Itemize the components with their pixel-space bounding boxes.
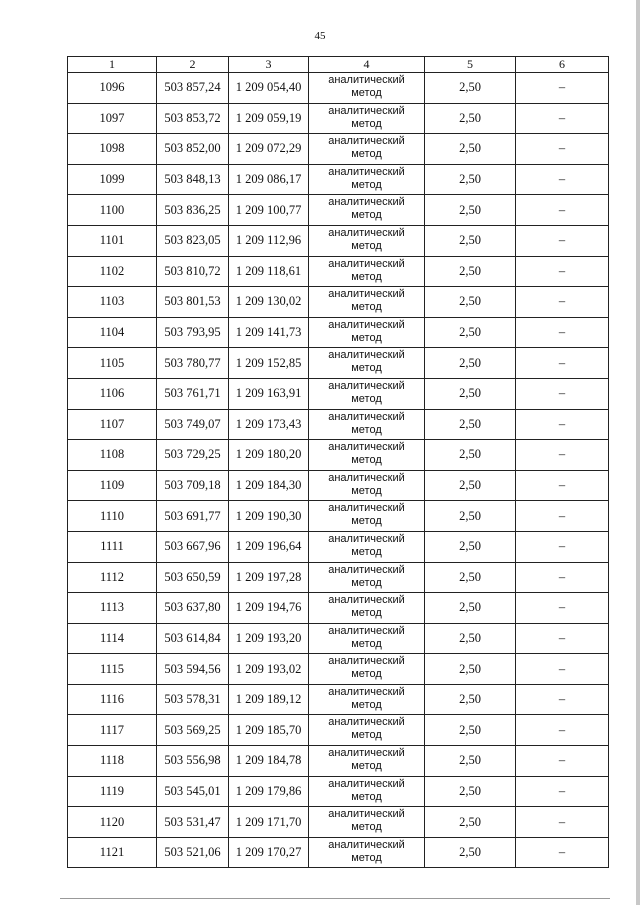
table-row — [68, 348, 609, 379]
y-coordinate-cell: 1 209 179,86 — [229, 776, 309, 807]
method-line-2: метод — [351, 178, 382, 191]
method-line-2: метод — [351, 87, 382, 99]
point-number-cell: 1112 — [68, 562, 157, 593]
note-cell: – — [516, 440, 609, 471]
method-line-1: аналитический — [328, 104, 405, 117]
method-line-2: метод — [351, 331, 382, 344]
note-cell: – — [516, 837, 609, 868]
note-cell: – — [516, 470, 609, 501]
x-coordinate-cell: 503 836,25 — [157, 195, 229, 226]
accuracy-cell: 2,50 — [425, 317, 516, 348]
method-line-2: метод — [351, 362, 382, 375]
note-cell: – — [516, 776, 609, 807]
header-col-5: 5 — [425, 57, 516, 73]
method-cell — [309, 837, 425, 868]
y-coordinate-cell: 1 209 086,17 — [229, 164, 309, 195]
table-row — [68, 562, 609, 593]
method-cell — [309, 746, 425, 777]
header-col-3: 3 — [229, 57, 309, 73]
table-row — [68, 623, 609, 654]
note-cell: – — [516, 225, 609, 256]
y-coordinate-cell: 1 209 180,20 — [229, 440, 309, 471]
x-coordinate-cell: 503 823,05 — [157, 225, 229, 256]
accuracy-cell: 2,50 — [425, 409, 516, 440]
method-line-1: аналитический — [328, 685, 405, 698]
point-number-cell: 1099 — [68, 164, 157, 195]
method-line-1: аналитический — [328, 441, 405, 454]
y-coordinate-cell: 1 209 130,02 — [229, 287, 309, 318]
method-line-1: аналитический — [328, 747, 405, 760]
method-cell — [309, 501, 425, 532]
method-cell — [309, 623, 425, 654]
point-number-cell: 1108 — [68, 440, 157, 471]
note-cell: – — [516, 103, 609, 134]
y-coordinate-cell: 1 209 059,19 — [229, 103, 309, 134]
method-cell — [309, 440, 425, 471]
note-cell: – — [516, 684, 609, 715]
point-number-cell: 1097 — [68, 103, 157, 134]
point-number-cell: 1117 — [68, 715, 157, 746]
accuracy-cell: 2,50 — [425, 73, 516, 104]
header-col-6: 6 — [516, 57, 609, 73]
x-coordinate-cell: 503 810,72 — [157, 256, 229, 287]
point-number-cell: 1119 — [68, 776, 157, 807]
x-coordinate-cell: 503 531,47 — [157, 807, 229, 838]
x-coordinate-cell: 503 749,07 — [157, 409, 229, 440]
method-line-2: метод — [351, 209, 382, 222]
accuracy-cell: 2,50 — [425, 746, 516, 777]
y-coordinate-cell: 1 209 141,73 — [229, 317, 309, 348]
x-coordinate-cell: 503 614,84 — [157, 623, 229, 654]
method-cell — [309, 715, 425, 746]
method-line-1: аналитический — [328, 288, 405, 301]
method-line-1: аналитический — [328, 624, 405, 637]
x-coordinate-cell: 503 691,77 — [157, 501, 229, 532]
accuracy-cell: 2,50 — [425, 807, 516, 838]
x-coordinate-cell: 503 848,13 — [157, 164, 229, 195]
method-line-1: аналитический — [328, 502, 405, 515]
method-line-2: метод — [351, 729, 382, 742]
method-line-2: метод — [351, 117, 382, 130]
table-row — [68, 164, 609, 195]
table-row — [68, 807, 609, 838]
method-line-2: метод — [351, 790, 382, 803]
method-line-2: метод — [351, 821, 382, 834]
method-line-2: метод — [351, 515, 382, 528]
accuracy-cell: 2,50 — [425, 348, 516, 379]
table-row — [68, 501, 609, 532]
method-line-1: аналитический — [328, 716, 405, 729]
header-row — [68, 57, 609, 73]
method-cell — [309, 531, 425, 562]
table-row — [68, 103, 609, 134]
accuracy-cell: 2,50 — [425, 715, 516, 746]
x-coordinate-cell: 503 594,56 — [157, 654, 229, 685]
method-cell — [309, 807, 425, 838]
table-row — [68, 409, 609, 440]
y-coordinate-cell: 1 209 054,40 — [229, 73, 309, 104]
note-cell: – — [516, 378, 609, 409]
table-row — [68, 715, 609, 746]
point-number-cell: 1110 — [68, 501, 157, 532]
y-coordinate-cell: 1 209 152,85 — [229, 348, 309, 379]
method-line-2: метод — [351, 484, 382, 497]
x-coordinate-cell: 503 801,53 — [157, 287, 229, 318]
method-cell — [309, 134, 425, 165]
y-coordinate-cell: 1 209 190,30 — [229, 501, 309, 532]
method-line-1: аналитический — [328, 196, 405, 209]
y-coordinate-cell: 1 209 197,28 — [229, 562, 309, 593]
page-edge — [636, 0, 640, 905]
point-number-cell: 1102 — [68, 256, 157, 287]
method-cell — [309, 225, 425, 256]
method-line-2: метод — [351, 607, 382, 620]
note-cell: – — [516, 531, 609, 562]
y-coordinate-cell: 1 209 163,91 — [229, 378, 309, 409]
note-cell: – — [516, 256, 609, 287]
table-row — [68, 531, 609, 562]
y-coordinate-cell: 1 209 173,43 — [229, 409, 309, 440]
note-cell: – — [516, 654, 609, 685]
note-cell: – — [516, 562, 609, 593]
method-cell — [309, 684, 425, 715]
note-cell: – — [516, 348, 609, 379]
point-number-cell: 1101 — [68, 225, 157, 256]
table-row — [68, 225, 609, 256]
header-col-4: 4 — [309, 57, 425, 73]
x-coordinate-cell: 503 780,77 — [157, 348, 229, 379]
accuracy-cell: 2,50 — [425, 562, 516, 593]
point-number-cell: 1100 — [68, 195, 157, 226]
method-line-1: аналитический — [328, 165, 405, 178]
method-line-1: аналитический — [328, 74, 405, 86]
note-cell: – — [516, 807, 609, 838]
table-row — [68, 654, 609, 685]
method-line-2: метод — [351, 392, 382, 405]
note-cell: – — [516, 715, 609, 746]
y-coordinate-cell: 1 209 196,64 — [229, 531, 309, 562]
table-row — [68, 73, 609, 104]
x-coordinate-cell: 503 853,72 — [157, 103, 229, 134]
method-line-1: аналитический — [328, 471, 405, 484]
method-cell — [309, 287, 425, 318]
method-line-2: метод — [351, 454, 382, 467]
accuracy-cell: 2,50 — [425, 225, 516, 256]
note-cell: – — [516, 134, 609, 165]
x-coordinate-cell: 503 852,00 — [157, 134, 229, 165]
table-row — [68, 256, 609, 287]
table-row — [68, 134, 609, 165]
method-cell — [309, 776, 425, 807]
method-line-1: аналитический — [328, 257, 405, 270]
y-coordinate-cell: 1 209 184,78 — [229, 746, 309, 777]
method-cell — [309, 195, 425, 226]
method-line-1: аналитический — [328, 563, 405, 576]
method-line-1: аналитический — [328, 318, 405, 331]
point-number-cell: 1098 — [68, 134, 157, 165]
accuracy-cell: 2,50 — [425, 593, 516, 624]
y-coordinate-cell: 1 209 100,77 — [229, 195, 309, 226]
accuracy-cell: 2,50 — [425, 654, 516, 685]
method-line-2: метод — [351, 239, 382, 252]
y-coordinate-cell: 1 209 112,96 — [229, 225, 309, 256]
method-cell — [309, 317, 425, 348]
accuracy-cell: 2,50 — [425, 287, 516, 318]
x-coordinate-cell: 503 729,25 — [157, 440, 229, 471]
point-number-cell: 1120 — [68, 807, 157, 838]
y-coordinate-cell: 1 209 185,70 — [229, 715, 309, 746]
accuracy-cell: 2,50 — [425, 470, 516, 501]
method-cell — [309, 470, 425, 501]
y-coordinate-cell: 1 209 189,12 — [229, 684, 309, 715]
method-cell — [309, 103, 425, 134]
accuracy-cell: 2,50 — [425, 378, 516, 409]
point-number-cell: 1103 — [68, 287, 157, 318]
table-row — [68, 195, 609, 226]
method-cell — [309, 378, 425, 409]
accuracy-cell: 2,50 — [425, 256, 516, 287]
method-cell — [309, 73, 425, 104]
note-cell: – — [516, 164, 609, 195]
note-cell: – — [516, 317, 609, 348]
table-row — [68, 684, 609, 715]
method-line-1: аналитический — [328, 379, 405, 392]
method-line-1: аналитический — [328, 838, 405, 851]
point-number-cell: 1116 — [68, 684, 157, 715]
table-row — [68, 470, 609, 501]
method-line-2: метод — [351, 668, 382, 681]
method-line-2: метод — [351, 545, 382, 558]
table-row — [68, 317, 609, 348]
method-cell — [309, 593, 425, 624]
table-row — [68, 378, 609, 409]
note-cell: – — [516, 746, 609, 777]
table-row — [68, 593, 609, 624]
y-coordinate-cell: 1 209 072,29 — [229, 134, 309, 165]
x-coordinate-cell: 503 793,95 — [157, 317, 229, 348]
method-line-1: аналитический — [328, 410, 405, 423]
accuracy-cell: 2,50 — [425, 837, 516, 868]
header-col-2: 2 — [157, 57, 229, 73]
note-cell: – — [516, 593, 609, 624]
point-number-cell: 1113 — [68, 593, 157, 624]
accuracy-cell: 2,50 — [425, 684, 516, 715]
table-row — [68, 746, 609, 777]
point-number-cell: 1104 — [68, 317, 157, 348]
method-line-1: аналитический — [328, 777, 405, 790]
page-number: 45 — [314, 30, 326, 42]
y-coordinate-cell: 1 209 193,20 — [229, 623, 309, 654]
method-line-2: метод — [351, 760, 382, 773]
point-number-cell: 1111 — [68, 531, 157, 562]
method-line-2: метод — [351, 423, 382, 436]
x-coordinate-cell: 503 761,71 — [157, 378, 229, 409]
y-coordinate-cell: 1 209 184,30 — [229, 470, 309, 501]
method-line-2: метод — [351, 270, 382, 283]
note-cell: – — [516, 501, 609, 532]
accuracy-cell: 2,50 — [425, 440, 516, 471]
method-cell — [309, 348, 425, 379]
method-line-1: аналитический — [328, 532, 405, 545]
method-line-2: метод — [351, 576, 382, 589]
method-cell — [309, 164, 425, 195]
x-coordinate-cell: 503 637,80 — [157, 593, 229, 624]
accuracy-cell: 2,50 — [425, 134, 516, 165]
y-coordinate-cell: 1 209 194,76 — [229, 593, 309, 624]
x-coordinate-cell: 503 667,96 — [157, 531, 229, 562]
accuracy-cell: 2,50 — [425, 623, 516, 654]
point-number-cell: 1105 — [68, 348, 157, 379]
y-coordinate-cell: 1 209 171,70 — [229, 807, 309, 838]
accuracy-cell: 2,50 — [425, 531, 516, 562]
header-col-1: 1 — [68, 57, 157, 73]
y-coordinate-cell: 1 209 170,27 — [229, 837, 309, 868]
table-row — [68, 837, 609, 868]
method-cell — [309, 562, 425, 593]
point-number-cell: 1118 — [68, 746, 157, 777]
table-row — [68, 776, 609, 807]
method-cell — [309, 654, 425, 685]
method-line-2: метод — [351, 301, 382, 314]
note-cell: – — [516, 195, 609, 226]
method-line-1: аналитический — [328, 135, 405, 148]
method-line-2: метод — [351, 698, 382, 711]
point-number-cell: 1096 — [68, 73, 157, 104]
point-number-cell: 1114 — [68, 623, 157, 654]
point-number-cell: 1107 — [68, 409, 157, 440]
method-line-1: аналитический — [328, 655, 405, 668]
method-line-1: аналитический — [328, 594, 405, 607]
point-number-cell: 1109 — [68, 470, 157, 501]
table-row — [68, 440, 609, 471]
y-coordinate-cell: 1 209 193,02 — [229, 654, 309, 685]
note-cell: – — [516, 409, 609, 440]
accuracy-cell: 2,50 — [425, 164, 516, 195]
method-line-1: аналитический — [328, 226, 405, 239]
y-coordinate-cell: 1 209 118,61 — [229, 256, 309, 287]
method-line-1: аналитический — [328, 808, 405, 821]
table-row — [68, 287, 609, 318]
method-cell — [309, 409, 425, 440]
x-coordinate-cell: 503 709,18 — [157, 470, 229, 501]
x-coordinate-cell: 503 650,59 — [157, 562, 229, 593]
coordinates-table — [67, 56, 609, 868]
accuracy-cell: 2,50 — [425, 501, 516, 532]
note-cell: – — [516, 73, 609, 104]
accuracy-cell: 2,50 — [425, 103, 516, 134]
method-line-2: метод — [351, 851, 382, 864]
point-number-cell: 1121 — [68, 837, 157, 868]
note-cell: – — [516, 287, 609, 318]
method-line-2: метод — [351, 637, 382, 650]
point-number-cell: 1115 — [68, 654, 157, 685]
method-line-1: аналитический — [328, 349, 405, 362]
point-number-cell: 1106 — [68, 378, 157, 409]
accuracy-cell: 2,50 — [425, 776, 516, 807]
x-coordinate-cell: 503 857,24 — [157, 73, 229, 104]
method-cell — [309, 256, 425, 287]
bottom-rule — [60, 898, 610, 899]
x-coordinate-cell: 503 556,98 — [157, 746, 229, 777]
x-coordinate-cell: 503 569,25 — [157, 715, 229, 746]
x-coordinate-cell: 503 521,06 — [157, 837, 229, 868]
x-coordinate-cell: 503 545,01 — [157, 776, 229, 807]
x-coordinate-cell: 503 578,31 — [157, 684, 229, 715]
method-line-2: метод — [351, 148, 382, 161]
accuracy-cell: 2,50 — [425, 195, 516, 226]
note-cell: – — [516, 623, 609, 654]
